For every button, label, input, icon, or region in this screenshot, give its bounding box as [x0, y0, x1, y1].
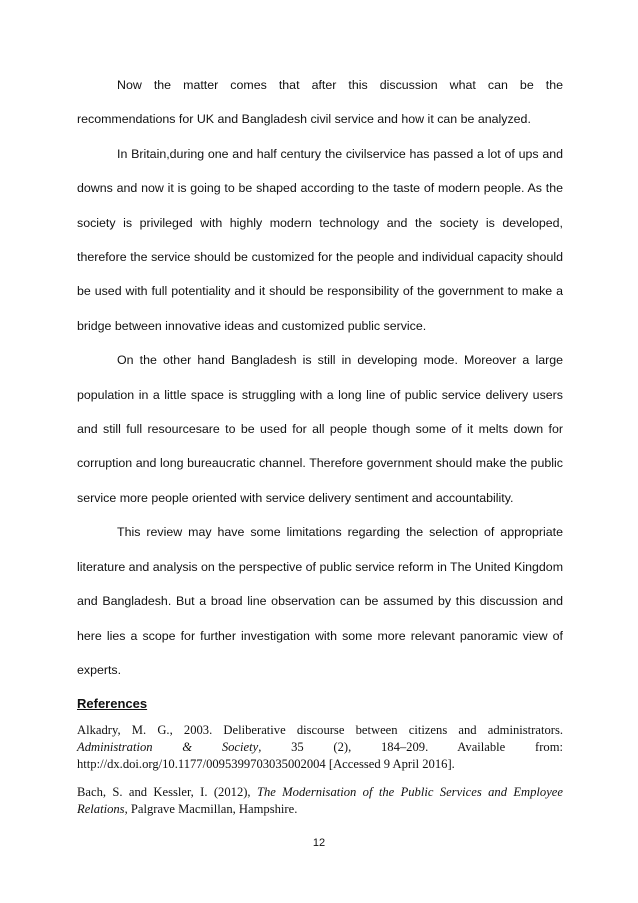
- paragraph: Now the matter comes that after this discussion what can be the recommendations for UK and Bangladesh civil service and how it can be analyzed.: [77, 78, 563, 127]
- reference-text: Alkadry, M. G., 2003. Deliberative discourse between citizens and administrators.: [77, 723, 563, 737]
- reference-title: The Modernisation of the Public Services and Employee Relations: [77, 785, 563, 816]
- reference-text: , 35 (2), 184–209. Available from: http://dx.doi.org/10.1177/0095399703035002004 [Accessed 9 April 2016].: [77, 740, 563, 771]
- reference-title: Administration & Society: [77, 740, 259, 754]
- paragraph: On the other hand Bangladesh is still in developing mode. Moreover a large population in a little space is struggling with a long line of public service delivery users and still full resourcesare to be used for all people though some of it melts down for corruption and long bureaucratic channel. Therefore government should make the public service more people oriented with service delivery sentiment and accountability.: [77, 353, 563, 505]
- reference-text: Bach, S. and Kessler, I. (2012),: [77, 785, 257, 799]
- body-text: [77, 68, 563, 687]
- references-section: [77, 696, 563, 829]
- paragraph: In Britain,during one and half century the civilservice has passed a lot of ups and downs and now it is going to be shaped according to the taste of modern people. As the society is privileged with highly modern technology and the society is developed, therefore the service should be customized for the people and individual capacity should be used with full potentiality and it should be responsibility of the government to make a bridge between innovative ideas and customized public service.: [77, 146, 563, 333]
- page-number: 12: [312, 837, 326, 849]
- references-heading: References: [77, 696, 148, 711]
- reference-entry: [77, 784, 563, 818]
- paragraph: This review may have some limitations regarding the selection of appropriate literature and analysis on the perspective of public service reform in The United Kingdom and Bangladesh. But a broad line observation can be assumed by this discussion and here lies a scope for further investigation with some more relevant panoramic view of experts.: [77, 525, 564, 677]
- reference-entry: [77, 722, 563, 773]
- reference-text: , Palgrave Macmillan, Hampshire.: [124, 802, 298, 816]
